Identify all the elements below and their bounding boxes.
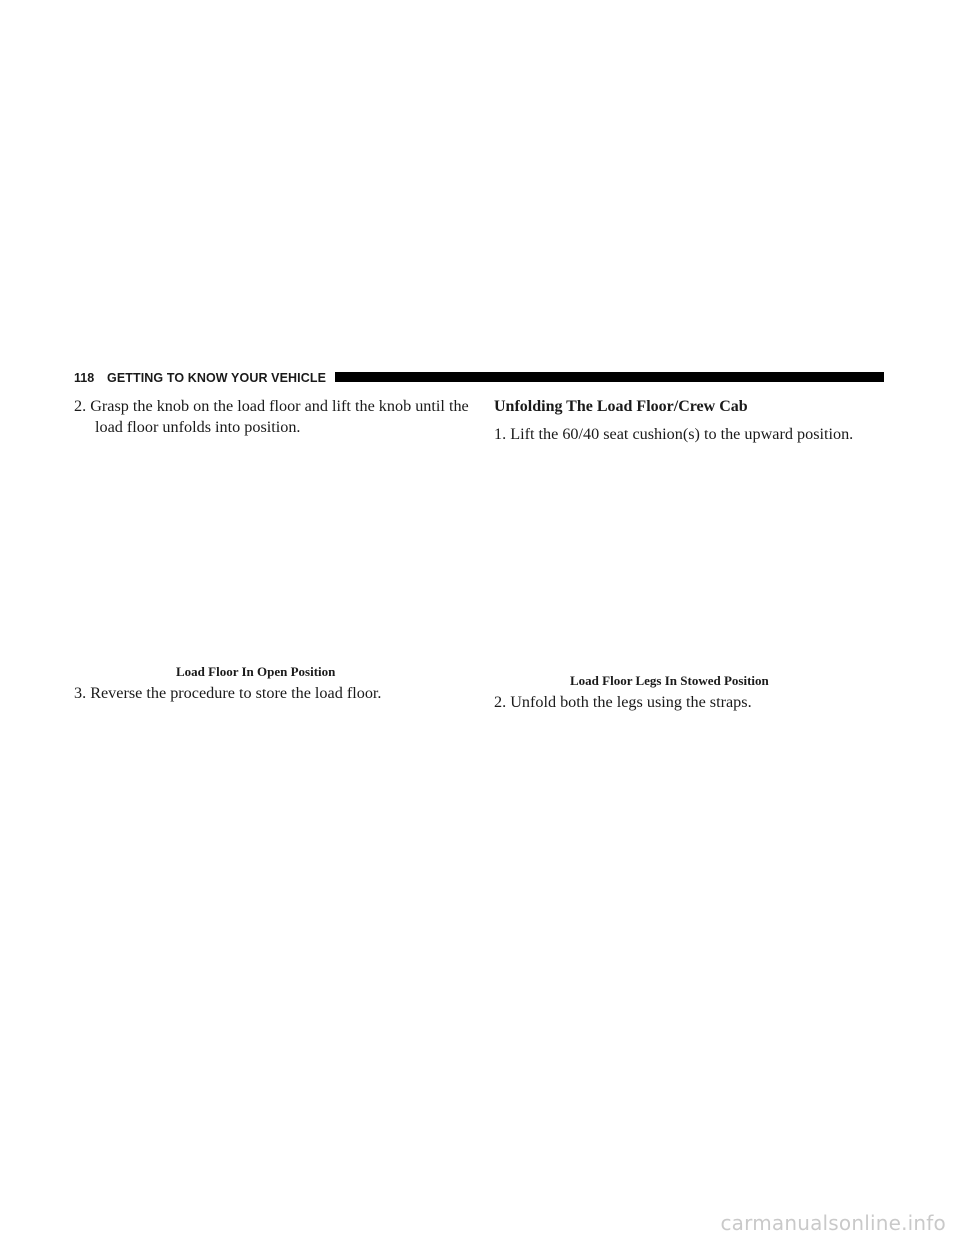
right-step-1: 1. Lift the 60/40 seat cushion(s) to the upward position. <box>494 425 854 443</box>
left-step-3: 3. Reverse the procedure to store the load floor. <box>74 684 382 702</box>
section-title: GETTING TO KNOW YOUR VEHICLE <box>107 371 327 385</box>
right-step-2: 2. Unfold both the legs using the straps. <box>494 693 752 711</box>
figure-legs-stowed <box>494 455 884 665</box>
figure-caption-right: Load Floor Legs In Stowed Position <box>570 673 769 688</box>
subheading-unfolding: Unfolding The Load Floor/Crew Cab <box>494 398 748 415</box>
left-step-2: 2. Grasp the knob on the load floor and lift the knob until the load floor unfolds into position. <box>74 397 469 436</box>
page-number: 118 <box>74 371 95 385</box>
figure-load-floor-open <box>74 446 474 658</box>
figure-caption-left: Load Floor In Open Position <box>176 664 336 679</box>
running-header <box>74 371 884 385</box>
header-rule <box>335 372 884 382</box>
watermark: carmanualsonline.info <box>720 1211 946 1235</box>
